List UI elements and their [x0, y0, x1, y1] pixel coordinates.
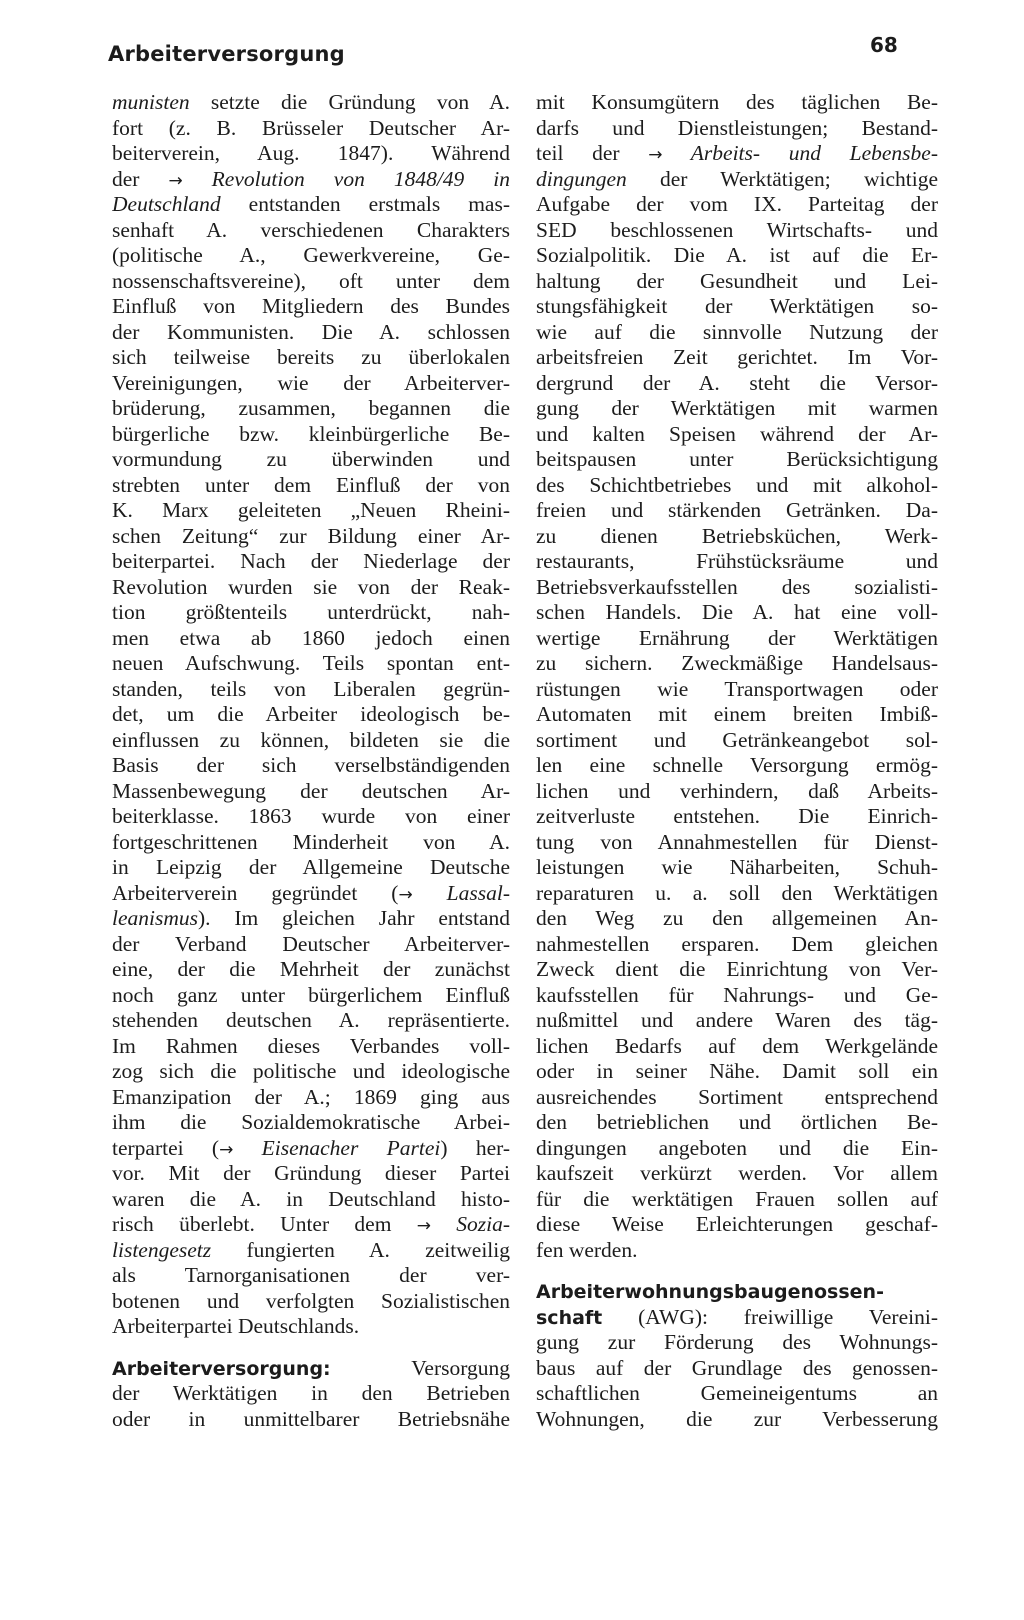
text-segment: oder in seiner Nähe. Damit soll ein [536, 1059, 938, 1083]
text-line [112, 1263, 510, 1289]
text-segment: Einfluß von Mitgliedern des Bundes [112, 294, 510, 318]
cross-reference: listengesetz [112, 1237, 212, 1262]
text-segment: nossenschaftsvereine), oft unter dem [112, 268, 510, 293]
text-segment: rüstungen wie Transportwagen oder [536, 676, 938, 701]
paragraph-gap [112, 1340, 510, 1356]
text-line [536, 141, 938, 167]
text-line [536, 1279, 938, 1305]
text-line [536, 1034, 938, 1060]
text-line [536, 218, 938, 244]
text-line [536, 906, 938, 932]
text-segment: Zweck dient die Einrichtung von Ver- [536, 957, 938, 981]
text-line [536, 1059, 938, 1085]
text-segment: Wohnungen, die zur Verbesserung [536, 1406, 938, 1431]
text-line [112, 1136, 510, 1162]
text-line [112, 167, 510, 193]
text-line [536, 1136, 938, 1162]
cross-reference: Revolution von 1848/49 in [182, 166, 510, 191]
text-segment: lichen und verhindern, daß Arbeits- [536, 778, 938, 803]
text-line [536, 345, 938, 371]
cross-reference-arrow-icon: → [219, 1139, 234, 1160]
text-segment: leistungen wie Näharbeiten, Schuh- [536, 855, 938, 879]
text-line [536, 90, 938, 116]
text-line [112, 422, 510, 448]
text-line [112, 1212, 510, 1238]
text-line [112, 1187, 510, 1213]
text-segment: Aufgabe der vom IX. Parteitag der [536, 192, 938, 216]
text-line [112, 1161, 510, 1187]
text-segment: einflussen zu können, bildeten sie die [112, 727, 510, 752]
text-segment: beiterpartei. Nach der Niederlage der [112, 549, 510, 573]
text-line [536, 167, 938, 193]
cross-reference: leanismus [112, 906, 198, 930]
text-line [112, 498, 510, 524]
text-line [112, 1034, 510, 1060]
text-segment: senhaft A. verschiedenen Charakters [112, 217, 510, 242]
text-line [112, 906, 510, 932]
text-line [536, 575, 938, 601]
text-line [536, 830, 938, 856]
text-line [536, 1238, 938, 1264]
text-line [536, 1305, 938, 1331]
text-segment: freien und stärkenden Getränken. Da- [536, 498, 938, 522]
text-line [112, 345, 510, 371]
text-line [112, 677, 510, 703]
text-line [536, 932, 938, 958]
text-line [112, 549, 510, 575]
text-line [536, 626, 938, 652]
text-line [112, 983, 510, 1009]
text-segment: der [112, 166, 169, 191]
text-segment: Arbeiterpartei Deutschlands. [112, 1314, 360, 1338]
text-segment: stungsfähigkeit der Werktätigen so- [536, 294, 938, 318]
text-line [536, 1212, 938, 1238]
text-line [112, 1238, 510, 1264]
cross-reference-arrow-icon: → [648, 145, 663, 165]
cross-reference-arrow-icon: → [168, 170, 183, 191]
text-line [536, 1187, 938, 1213]
text-segment: der Kommunisten. Die A. schlossen [112, 319, 510, 344]
cross-reference: dingungen [536, 166, 627, 191]
text-segment: beiterverein, Aug. 1847). Während [112, 141, 510, 165]
text-line [536, 473, 938, 499]
text-segment: terpartei ( [112, 1135, 220, 1160]
text-line [536, 243, 938, 269]
page-number: 68 [870, 33, 898, 57]
text-line [112, 804, 510, 830]
text-line [536, 728, 938, 754]
text-segment: oder in unmittelbarer Betriebsnähe [112, 1406, 510, 1431]
text-line [112, 1381, 510, 1407]
text-segment: teil der [536, 141, 649, 165]
text-line [112, 957, 510, 983]
text-segment: gung der Werktätigen mit warmen [536, 396, 938, 420]
text-segment: noch ganz unter bürgerlichem Einfluß [112, 982, 510, 1007]
text-segment: waren die A. in Deutschland histo- [112, 1186, 510, 1211]
text-line [112, 371, 510, 397]
text-segment: Betriebsverkaufsstellen des sozialisti- [536, 574, 938, 599]
text-line [112, 728, 510, 754]
entry-headword: Arbeiterwohnungsbaugenossen- [536, 1281, 884, 1303]
text-line [112, 1008, 510, 1034]
text-segment: bürgerliche bzw. kleinbürgerliche Be- [112, 421, 510, 446]
text-line [112, 1289, 510, 1315]
text-line [536, 396, 938, 422]
text-segment: ) her- [440, 1135, 510, 1160]
left-column [112, 90, 510, 1432]
text-segment: sich teilweise bereits zu überlokalen [112, 345, 510, 369]
text-segment: risch überlebt. Unter dem [112, 1212, 417, 1236]
text-segment: nahmestellen ersparen. Dem gleichen [536, 931, 938, 956]
text-segment: vor. Mit der Gründung dieser Partei [112, 1161, 510, 1185]
text-line [536, 1161, 938, 1187]
text-segment: gung zur Förderung des Wohnungs- [536, 1330, 938, 1354]
text-segment: beitspausen unter Berücksichtigung [536, 447, 938, 471]
right-column [536, 90, 938, 1432]
text-segment: tion größtenteils unterdrückt, nah- [112, 600, 510, 624]
text-line [536, 524, 938, 550]
text-line [112, 1356, 510, 1382]
text-segment: mit Konsumgütern des täglichen Be- [536, 90, 938, 114]
text-line [112, 753, 510, 779]
text-line [536, 371, 938, 397]
text-line [536, 804, 938, 830]
running-title: Arbeiterversorgung [108, 42, 345, 66]
text-line [536, 447, 938, 473]
text-line [112, 524, 510, 550]
text-segment: strebten unter dem Einfluß der von [112, 472, 510, 497]
text-line [536, 269, 938, 295]
text-segment: vormundung zu überwinden und [112, 447, 510, 471]
text-line [536, 294, 938, 320]
text-segment: Emanzipation der A.; 1869 ging aus [112, 1084, 510, 1109]
text-segment: schen Handels. Die A. hat eine voll- [536, 600, 938, 624]
text-line [112, 600, 510, 626]
text-line [536, 1407, 938, 1433]
text-segment: als Tarnorganisationen der ver- [112, 1263, 510, 1287]
cross-reference: Lassal- [412, 880, 510, 905]
cross-reference-arrow-icon: → [416, 1216, 431, 1236]
text-segment: der Verband Deutscher Arbeiterver- [112, 931, 510, 956]
text-segment: schen Zeitung“ zur Bildung einer Ar- [112, 523, 510, 548]
text-line [536, 881, 938, 907]
text-segment: nußmittel und andere Waren des täg- [536, 1008, 938, 1032]
text-segment: dingungen angeboten und die Ein- [536, 1135, 938, 1160]
text-segment: botenen und verfolgten Sozialistischen [112, 1288, 510, 1313]
text-segment: in Leipzig der Allgemeine Deutsche [112, 855, 510, 879]
text-line [112, 192, 510, 218]
text-line [536, 779, 938, 805]
text-segment: K. Marx geleiteten „Neuen Rheini- [112, 498, 510, 522]
text-line [536, 192, 938, 218]
text-segment: Im Rahmen dieses Verbandes voll- [112, 1033, 510, 1058]
text-segment: reparaturen u. a. soll den Werktätigen [536, 880, 938, 905]
text-line [536, 1330, 938, 1356]
text-segment: zu sichern. Zweckmäßige Handelsaus- [536, 651, 938, 675]
text-line [112, 702, 510, 728]
text-segment: ausreichendes Sortiment entsprechend [536, 1084, 938, 1109]
text-segment: darfs und Dienstleistungen; Bestand- [536, 115, 938, 140]
text-line [112, 320, 510, 346]
text-line [112, 447, 510, 473]
text-segment: schaftlichen Gemeineigentums an [536, 1381, 938, 1405]
text-segment: restaurants, Frühstücksräume und [536, 549, 938, 573]
text-segment: det, um die Arbeiter ideologisch be- [112, 702, 510, 726]
text-line [112, 269, 510, 295]
text-line [112, 881, 510, 907]
text-line [112, 830, 510, 856]
text-line [112, 90, 510, 116]
text-segment: (AWG): freiwillige Vereini- [602, 1304, 938, 1329]
text-line [536, 320, 938, 346]
text-segment: setzte die Gründung von A. [189, 90, 510, 114]
text-line [112, 1314, 510, 1340]
cross-reference: Sozia- [430, 1212, 510, 1236]
text-segment: für die werktätigen Frauen sollen auf [536, 1186, 938, 1211]
text-segment: dergrund der A. steht die Versor- [536, 370, 938, 395]
text-segment: Automaten mit einem breiten Imbiß- [536, 702, 938, 726]
text-segment: men etwa ab 1860 jedoch einen [112, 625, 510, 650]
text-line [536, 549, 938, 575]
text-segment: lichen Bedarfs auf dem Werkgelände [536, 1033, 938, 1058]
text-segment: fortgeschrittenen Minderheit von A. [112, 829, 510, 854]
text-line [112, 218, 510, 244]
text-segment: entstanden erstmals mas- [220, 192, 510, 216]
text-line [536, 600, 938, 626]
text-segment: Revolution wurden sie von der Reak- [112, 574, 510, 599]
cross-reference: munisten [112, 90, 190, 114]
text-segment: Versorgung [330, 1355, 510, 1380]
text-segment: stehenden deutschen A. repräsentierte. [112, 1008, 510, 1032]
text-segment: zog sich die politische und ideologische [112, 1059, 510, 1083]
text-line [536, 983, 938, 1009]
text-line [112, 651, 510, 677]
text-line [112, 1407, 510, 1433]
text-line [536, 677, 938, 703]
text-segment: len eine schnelle Versorgung ermög- [536, 753, 938, 777]
text-line [536, 753, 938, 779]
text-segment: fen werden. [536, 1237, 638, 1262]
text-segment: ). Im gleichen Jahr entstand [198, 906, 510, 930]
text-line [112, 473, 510, 499]
text-segment: wertige Ernährung der Werktätigen [536, 625, 938, 650]
text-segment: Arbeiterverein gegründet ( [112, 880, 399, 905]
text-segment: Massenbewegung der deutschen Ar- [112, 778, 510, 803]
text-line [112, 626, 510, 652]
text-line [112, 855, 510, 881]
paragraph-gap [536, 1263, 938, 1279]
text-line [112, 779, 510, 805]
text-segment: ihm die Sozialdemokratische Arbei- [112, 1110, 510, 1134]
text-segment: baus auf der Grundlage des genossen- [536, 1355, 938, 1380]
text-segment: den betrieblichen und örtlichen Be- [536, 1110, 938, 1134]
text-segment: Sozialpolitik. Die A. ist auf die Er- [536, 243, 938, 267]
text-line [536, 422, 938, 448]
entry-headword: Arbeiterversorgung: [112, 1357, 331, 1380]
text-segment: fungierten A. zeitweilig [211, 1237, 510, 1262]
text-segment: kaufsstellen für Nahrungs- und Ge- [536, 982, 938, 1007]
entry-headword: schaft [536, 1306, 603, 1329]
text-segment: wie auf die sinnvolle Nutzung der [536, 319, 938, 344]
text-segment: sortiment und Getränkeangebot sol- [536, 727, 938, 752]
text-segment: der Werktätigen; wichtige [626, 166, 938, 191]
text-segment: standen, teils von Liberalen gegrün- [112, 676, 510, 701]
text-line [536, 1356, 938, 1382]
text-segment: diese Weise Erleichterungen geschaf- [536, 1212, 938, 1236]
text-line [536, 1085, 938, 1111]
text-segment: (politische A., Gewerkvereine, Ge- [112, 243, 510, 267]
text-segment: beiterklasse. 1863 wurde von einer [112, 804, 510, 828]
text-segment: zeitverluste entstehen. Die Einrich- [536, 804, 938, 828]
text-segment: tung von Annahmestellen für Dienst- [536, 829, 938, 854]
text-line [536, 651, 938, 677]
cross-reference: Eisenacher Partei [233, 1135, 441, 1160]
cross-reference: Deutschland [112, 192, 221, 216]
text-line [536, 116, 938, 142]
text-line [112, 243, 510, 269]
text-line [112, 1110, 510, 1136]
text-segment: kaufszeit verkürzt werden. Vor allem [536, 1161, 938, 1185]
text-segment: und kalten Speisen während der Ar- [536, 421, 938, 446]
text-line [112, 294, 510, 320]
text-segment: fort (z. B. Brüsseler Deutscher Ar- [112, 115, 510, 140]
text-line [536, 1110, 938, 1136]
text-line [536, 855, 938, 881]
text-line [536, 498, 938, 524]
cross-reference-arrow-icon: → [398, 884, 413, 905]
text-line [536, 1008, 938, 1034]
text-line [112, 396, 510, 422]
text-line [536, 1381, 938, 1407]
text-segment: der Werktätigen in den Betrieben [112, 1381, 510, 1405]
text-segment: Basis der sich verselbständigenden [112, 753, 510, 777]
text-segment: SED beschlossenen Wirtschafts- und [536, 217, 938, 242]
text-line [536, 702, 938, 728]
text-segment: brüderung, zusammen, begannen die [112, 396, 510, 420]
text-line [112, 141, 510, 167]
text-line [112, 932, 510, 958]
text-segment: arbeitsfreien Zeit gerichtet. Im Vor- [536, 345, 938, 369]
text-segment: eine, der die Mehrheit der zunächst [112, 957, 510, 981]
text-line [112, 116, 510, 142]
text-line [112, 575, 510, 601]
text-segment: neuen Aufschwung. Teils spontan ent- [112, 651, 510, 675]
text-segment: zu dienen Betriebsküchen, Werk- [536, 523, 938, 548]
text-segment: Vereinigungen, wie der Arbeiterver- [112, 370, 510, 395]
cross-reference: Arbeits- und Lebensbe- [662, 141, 938, 165]
text-line [112, 1059, 510, 1085]
text-segment: haltung der Gesundheit und Lei- [536, 268, 938, 293]
text-segment: des Schichtbetriebes und mit alkohol- [536, 472, 938, 497]
text-line [112, 1085, 510, 1111]
text-line [536, 957, 938, 983]
text-segment: den Weg zu den allgemeinen An- [536, 906, 938, 930]
